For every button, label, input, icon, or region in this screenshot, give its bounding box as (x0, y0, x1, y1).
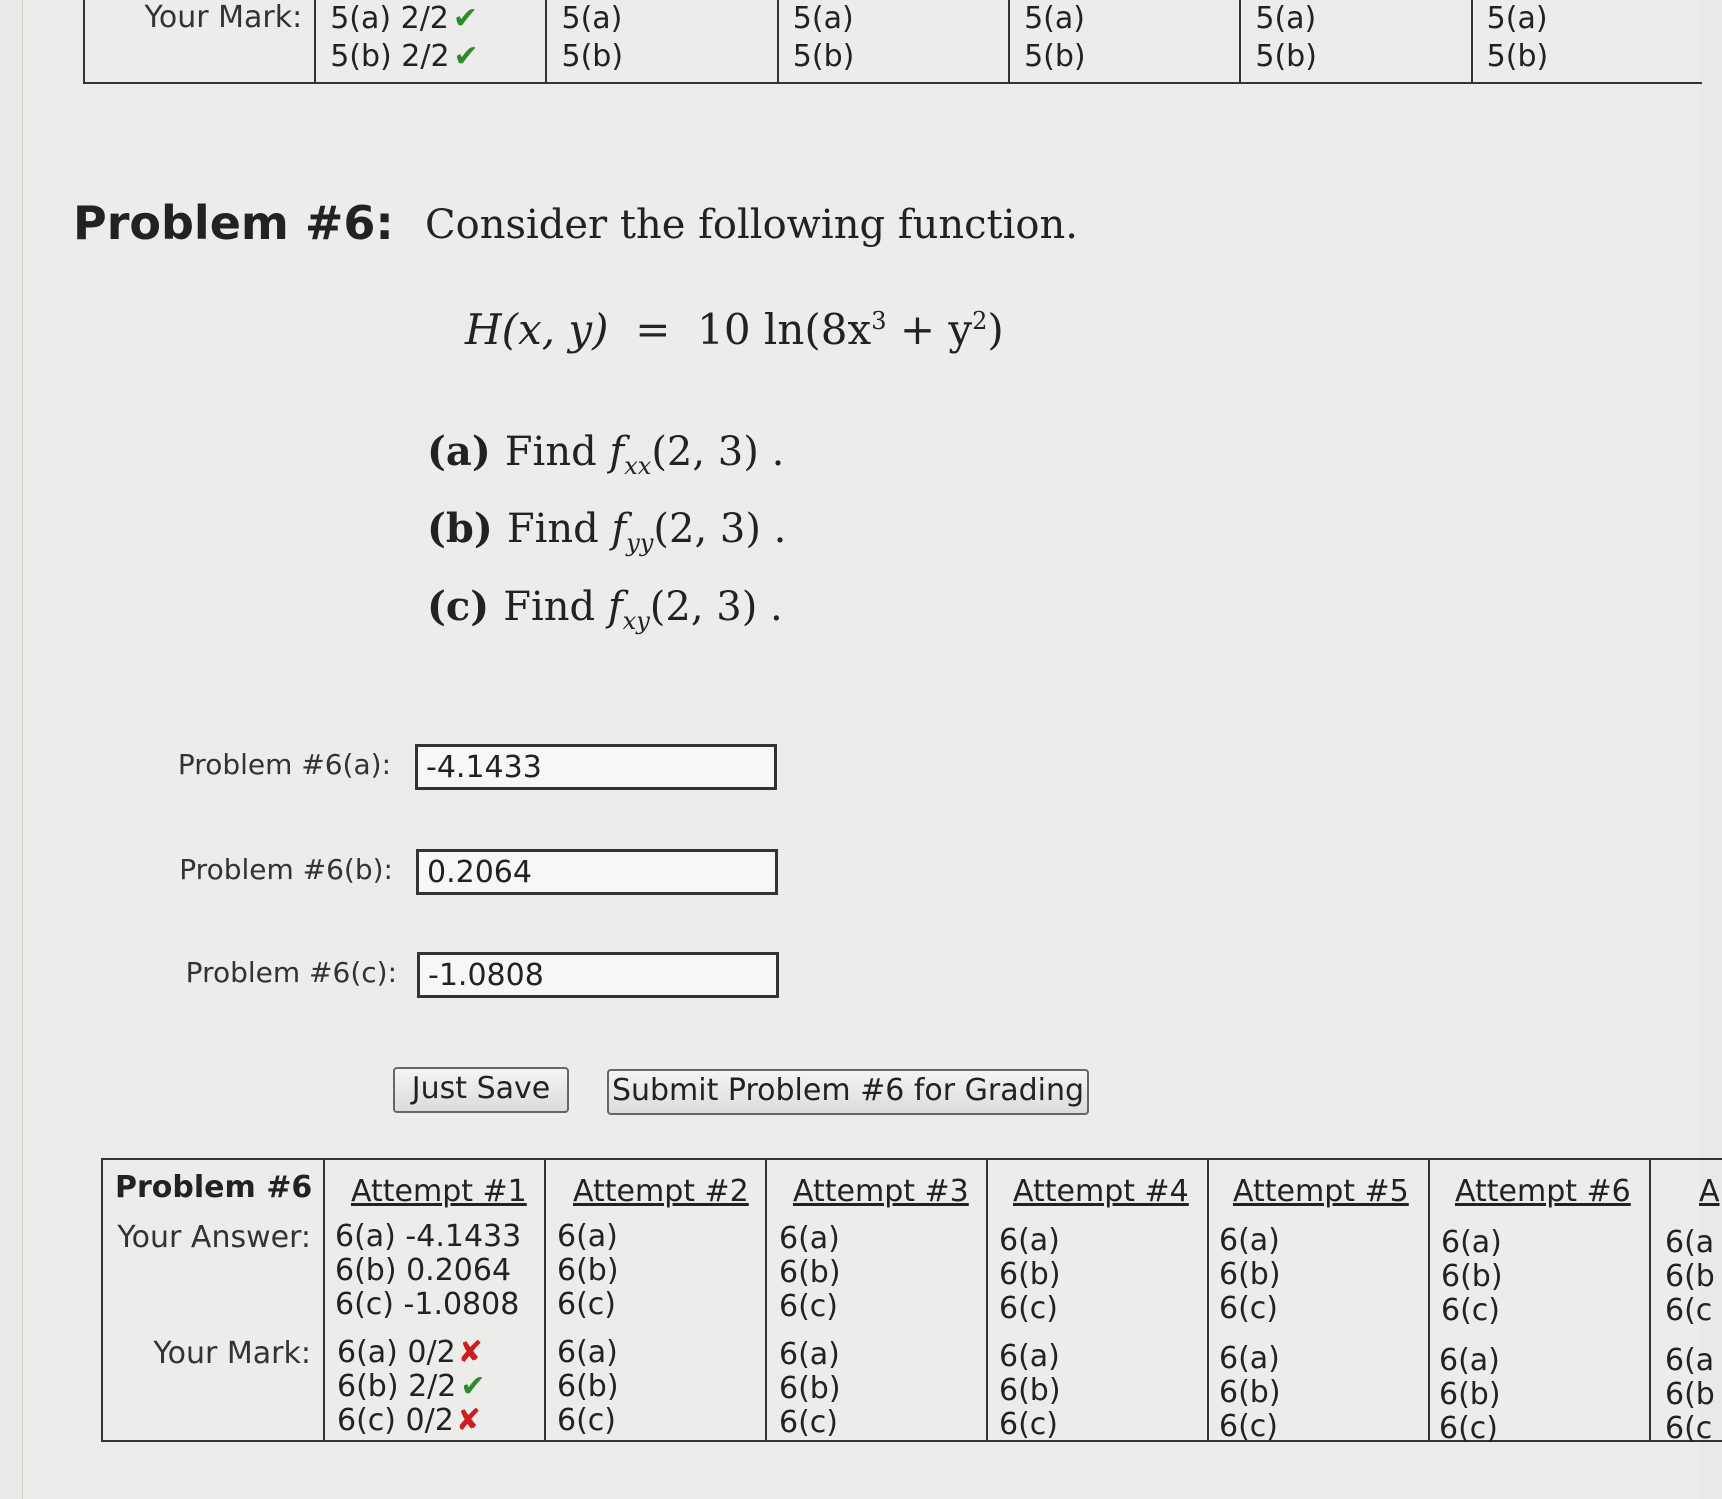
check-icon: ✔ (453, 39, 479, 74)
answer-a-label: Problem #6(a): (177, 748, 391, 781)
function-formula: H(x, y) = 10 $\ln(8x^3 + y^2)$ (465, 305, 1004, 354)
attempt-2-marks: 6(a) 6(b) 6(c) (557, 1335, 619, 1438)
attempt-6-answers: 6(a) 6(b) 6(c) (1441, 1225, 1503, 1328)
column-divider (1649, 1160, 1651, 1440)
answer-b-label: Problem #6(b): (179, 853, 393, 886)
problem-title: Problem #6: (73, 196, 394, 250)
attempt-7-marks: 6(a 6(b 6(c (1665, 1343, 1715, 1446)
attempt-4-marks: 6(a) 6(b) 6(c) (999, 1339, 1061, 1442)
attempt-5-answers: 6(a) 6(b) 6(c) (1219, 1223, 1281, 1326)
attempt-3-header[interactable]: Attempt #3 (793, 1174, 969, 1209)
column-divider (765, 1160, 767, 1440)
part-b: (b) Find $f_{yy}(2$, 3) . (427, 505, 787, 557)
check-icon: ✔ (460, 1369, 486, 1404)
attempt-2-header[interactable]: Attempt #2 (573, 1174, 749, 1209)
problem-intro: Consider the following function. (425, 202, 1078, 248)
attempt-7-answers: 6(a 6(b 6(c (1665, 1225, 1715, 1328)
your-answer-label: Your Answer: (117, 1220, 311, 1255)
check-icon: ✔ (452, 1, 479, 36)
your-mark-label: Your Mark: (153, 1336, 311, 1371)
attempt-7-header[interactable]: A (1699, 1174, 1720, 1209)
mark-line: 5(b) 2/2 ✔ (330, 39, 479, 74)
cross-icon: ✘ (455, 1403, 481, 1438)
attempt-1-answers: 6(a) -4.1433 6(b) 0.2064 6(c) -1.0808 (335, 1219, 522, 1322)
column-divider (323, 1160, 325, 1440)
mark-cell-attempt-2: 5(a) 5(b) (547, 0, 778, 82)
answer-a-input[interactable] (415, 744, 777, 790)
column-divider (544, 1160, 546, 1440)
mark-line: 5(a) 2/2 ✔ (330, 1, 479, 36)
column-divider (1428, 1160, 1430, 1440)
mark-cell-attempt-5: 5(a) 5(b) (1241, 0, 1472, 82)
mark-cell-attempt-4: 5(a) 5(b) (1010, 0, 1241, 82)
mark-cell-attempt-3: 5(a) 5(b) (779, 0, 1010, 82)
attempt-3-answers: 6(a) 6(b) 6(c) (779, 1221, 841, 1324)
answer-c-label: Problem #6(c): (185, 956, 397, 989)
attempt-5-marks: 6(a) 6(b) 6(c) (1219, 1341, 1281, 1444)
submit-problem-button[interactable]: Submit Problem #6 for Grading (607, 1069, 1089, 1115)
previous-problem-mark-table (83, 0, 1702, 84)
attempt-1-marks: 6(a) 0/2✘ 6(b) 2/2 ✔ 6(c) 0/2✘ (337, 1335, 486, 1438)
column-divider (1207, 1160, 1209, 1440)
mark-cell-attempt-1 (316, 0, 547, 82)
just-save-button[interactable]: Just Save (393, 1067, 569, 1113)
part-c: (c) Find $f_{xy}(2$, 3) . (427, 583, 783, 635)
attempt-1-header[interactable]: Attempt #1 (351, 1174, 527, 1209)
attempt-4-answers: 6(a) 6(b) 6(c) (999, 1223, 1061, 1326)
cross-icon: ✘ (457, 1335, 483, 1370)
attempt-5-header[interactable]: Attempt #5 (1233, 1174, 1409, 1209)
mark-row-label: Your Mark: (85, 0, 316, 82)
column-divider (986, 1160, 988, 1440)
attempt-4-header[interactable]: Attempt #4 (1013, 1174, 1189, 1209)
page (22, 0, 1720, 1499)
attempt-6-marks: 6(a) 6(b) 6(c) (1439, 1343, 1501, 1446)
answer-c-input[interactable] (417, 952, 779, 998)
attempts-table (101, 1158, 1722, 1446)
attempt-6-header[interactable]: Attempt #6 (1455, 1174, 1631, 1209)
attempt-2-answers: 6(a) 6(b) 6(c) (557, 1219, 619, 1322)
part-a: (a) Find $f_{xx}(2$, 3) . (427, 428, 785, 480)
answer-b-input[interactable] (416, 849, 778, 895)
attempts-problem-label: Problem #6 (115, 1170, 313, 1205)
mark-cell-attempt-6: 5(a) 5(b) (1486, 1, 1549, 74)
attempt-3-marks: 6(a) 6(b) 6(c) (779, 1337, 841, 1440)
